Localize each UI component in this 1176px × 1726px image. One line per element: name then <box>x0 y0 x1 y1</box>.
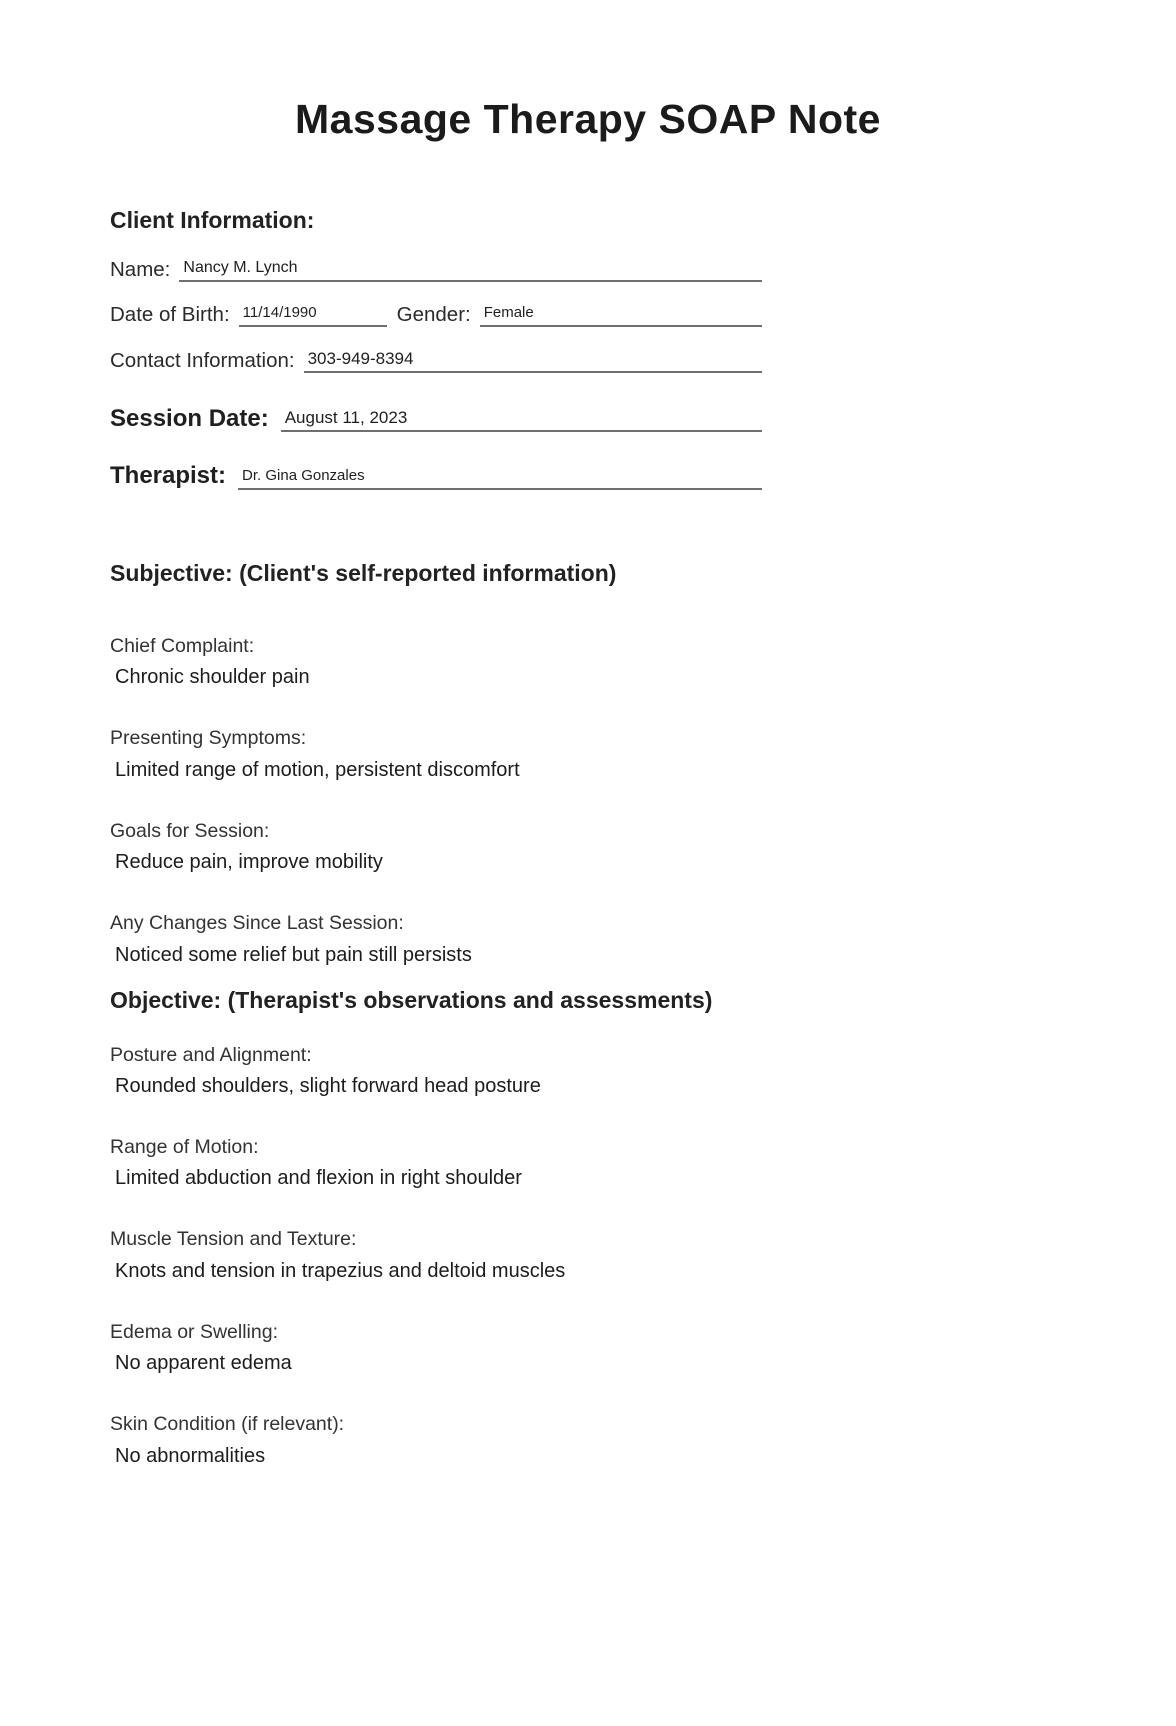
contact-label: Contact Information: <box>110 349 295 373</box>
presenting-symptoms-value: Limited range of motion, persistent discomfort <box>115 758 520 781</box>
goals-for-session-item <box>110 820 870 874</box>
session-date-label: Session Date: <box>110 404 269 432</box>
name-field[interactable]: Nancy M. Lynch <box>179 258 762 282</box>
skin-condition-label: Skin Condition (if relevant): <box>110 1413 345 1436</box>
dob-field[interactable]: 11/14/1990 <box>239 304 387 327</box>
changes-since-last-session-value: Noticed some relief but pain still persists <box>115 943 472 966</box>
changes-since-last-session-label: Any Changes Since Last Session: <box>110 912 404 935</box>
gender-label: Gender: <box>396 303 471 326</box>
name-label: Name: <box>110 258 171 282</box>
subjective-heading: Subjective: (Client's self-reported information) <box>110 560 617 586</box>
contact-row <box>110 348 762 373</box>
session-date-row <box>110 405 762 433</box>
muscle-tension-item <box>110 1228 870 1282</box>
therapist-row <box>110 462 762 490</box>
range-of-motion-label: Range of Motion: <box>110 1135 259 1158</box>
dob-label: Date of Birth: <box>110 303 230 326</box>
dob-gender-row <box>110 303 762 327</box>
edema-swelling-item <box>110 1321 870 1375</box>
muscle-tension-label: Muscle Tension and Texture: <box>110 1228 357 1251</box>
name-row <box>110 258 762 282</box>
client-information-heading: Client Information: <box>110 207 315 233</box>
edema-swelling-label: Edema or Swelling: <box>110 1320 278 1343</box>
skin-condition-value: No abnormalities <box>115 1444 266 1467</box>
range-of-motion-item <box>110 1136 870 1190</box>
chief-complaint-item <box>110 635 870 689</box>
muscle-tension-value: Knots and tension in trapezius and deltoid muscles <box>115 1259 566 1282</box>
contact-field[interactable]: 303-949-8394 <box>304 348 762 373</box>
goals-for-session-value: Reduce pain, improve mobility <box>115 851 383 874</box>
presenting-symptoms-label: Presenting Symptoms: <box>110 727 307 750</box>
edema-swelling-value: No apparent edema <box>115 1352 292 1375</box>
posture-alignment-item <box>110 1044 870 1098</box>
soap-note-document <box>0 96 1176 1468</box>
range-of-motion-value: Limited abduction and flexion in right shoulder <box>115 1167 522 1190</box>
presenting-symptoms-item <box>110 727 870 781</box>
therapist-field[interactable]: Dr. Gina Gonzales <box>238 467 762 490</box>
session-date-field[interactable]: August 11, 2023 <box>281 407 762 432</box>
goals-for-session-label: Goals for Session: <box>110 819 270 842</box>
therapist-label: Therapist: <box>110 462 227 490</box>
chief-complaint-label: Chief Complaint: <box>110 635 255 657</box>
posture-alignment-value: Rounded shoulders, slight forward head posture <box>115 1074 541 1097</box>
page-title: Massage Therapy SOAP Note <box>295 96 881 142</box>
changes-since-last-session-item <box>110 912 870 966</box>
gender-field[interactable]: Female <box>480 304 762 327</box>
posture-alignment-label: Posture and Alignment: <box>110 1043 312 1066</box>
skin-condition-item <box>110 1413 870 1467</box>
objective-heading: Objective: (Therapist's observations and assessments) <box>110 986 713 1013</box>
chief-complaint-value: Chronic shoulder pain <box>115 666 310 689</box>
